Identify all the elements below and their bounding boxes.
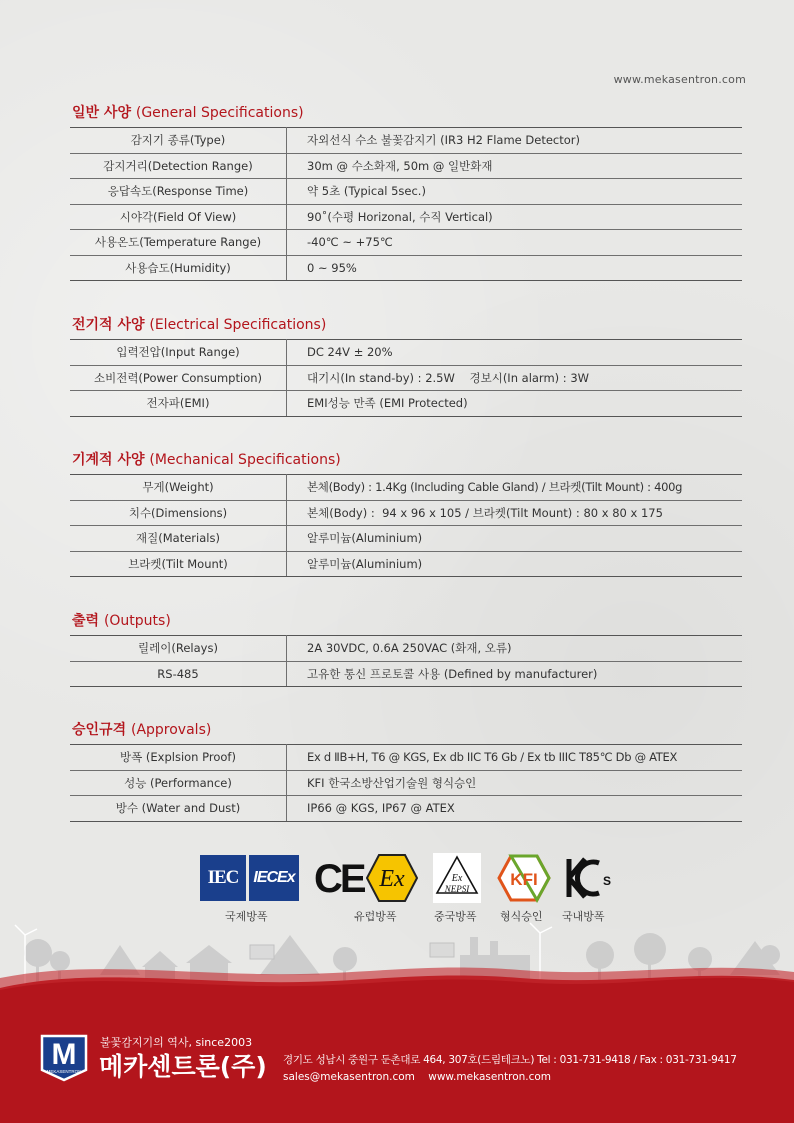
spec-table	[70, 474, 742, 577]
label-type-approval: 형식승인	[500, 910, 543, 923]
spec-table	[70, 744, 742, 822]
spec-value: IP66 @ KGS, IP67 @ ATEX	[287, 796, 743, 822]
spec-value: KFI 한국소방산업기술원 형식승인	[287, 770, 743, 796]
ce-mark-logo: CE	[314, 857, 364, 901]
table-row	[70, 770, 742, 796]
spec-key: 성능 (Performance)	[70, 770, 287, 796]
kfi-logo	[497, 853, 551, 903]
table-row	[70, 230, 742, 256]
spec-key: 사용온도(Temperature Range)	[70, 230, 287, 256]
spec-value: 0 ~ 95%	[287, 255, 743, 281]
section-title	[72, 612, 742, 630]
section-title-ko: 출력	[72, 613, 100, 629]
spec-key: 시야각(Field Of View)	[70, 204, 287, 230]
spec-value: 알루미늄(Aluminium)	[287, 526, 743, 552]
kcs-logo	[563, 855, 613, 901]
table-row	[70, 340, 742, 366]
atex-ex-logo	[366, 853, 418, 903]
label-domestic: 국내방폭	[562, 910, 605, 923]
atex-ex-text: Ex	[379, 866, 405, 892]
label-europe: 유럽방폭	[354, 910, 397, 923]
section-title	[72, 104, 742, 122]
footer-slogan: 불꽃감지기의 역사, since2003	[100, 1036, 253, 1049]
label-china: 중국방폭	[434, 910, 477, 923]
approvals-section	[70, 721, 742, 822]
electrical-specifications-section	[70, 316, 742, 417]
table-row	[70, 745, 742, 771]
header-website: www.mekasentron.com	[613, 73, 746, 86]
spec-key: 감지기 종류(Type)	[70, 128, 287, 154]
iec-logo: IEC	[200, 855, 246, 901]
section-title-en: (Outputs)	[103, 613, 171, 629]
table-row	[70, 255, 742, 281]
logo-caption: MEKASENTRON	[46, 1069, 82, 1074]
spec-value: DC 24V ± 20%	[287, 340, 743, 366]
footer-website[interactable]: www.mekasentron.com	[428, 1071, 552, 1083]
section-title-en: (Electrical Specifications)	[149, 317, 327, 333]
spec-key: 무게(Weight)	[70, 475, 287, 501]
spec-table	[70, 339, 742, 417]
spec-key: RS-485	[70, 661, 287, 687]
spec-value: 자외선식 수소 불꽃감지기 (IR3 H2 Flame Detector)	[287, 128, 743, 154]
table-row	[70, 636, 742, 662]
spec-value: 알루미늄(Aluminium)	[287, 551, 743, 577]
section-title	[72, 451, 742, 469]
outputs-section	[70, 612, 742, 687]
kfi-text: KFI	[510, 870, 538, 889]
mekasentron-logo	[38, 1030, 90, 1082]
logo-letter: M	[51, 1038, 77, 1071]
table-row	[70, 661, 742, 687]
table-row	[70, 475, 742, 501]
footer-email[interactable]: sales@mekasentron.com	[283, 1071, 415, 1083]
spec-key: 재질(Materials)	[70, 526, 287, 552]
section-title-en: (Mechanical Specifications)	[149, 452, 341, 468]
label-international: 국제방폭	[225, 910, 268, 923]
nepsi-line1: Ex	[451, 873, 463, 884]
spec-value: 고유한 통신 프로토콜 사용 (Defined by manufacturer)	[287, 661, 743, 687]
spec-value: 본체(Body) : 94 x 96 x 105 / 브라켓(Tilt Mount) : 80 x 80 x 175	[287, 500, 743, 526]
section-title-ko: 일반 사양	[72, 105, 131, 121]
spec-key: 방폭 (Explsion Proof)	[70, 745, 287, 771]
spec-key: 감지거리(Detection Range)	[70, 153, 287, 179]
footer-address: 경기도 성남시 중원구 둔촌대로 464, 307호(드림테크노) Tel : 031-731-9418 / Fax : 031-731-9417	[283, 1054, 737, 1066]
section-title-ko: 기계적 사양	[72, 452, 145, 468]
table-row	[70, 551, 742, 577]
spec-value: 30m @ 수소화재, 50m @ 일반화재	[287, 153, 743, 179]
table-row	[70, 391, 742, 417]
table-row	[70, 365, 742, 391]
section-title-ko: 전기적 사양	[72, 317, 145, 333]
table-row	[70, 500, 742, 526]
spec-table	[70, 127, 742, 281]
spec-value: -40℃ ~ +75℃	[287, 230, 743, 256]
spec-key: 전자파(EMI)	[70, 391, 287, 417]
spec-key: 방수 (Water and Dust)	[70, 796, 287, 822]
table-row	[70, 179, 742, 205]
nepsi-logo	[433, 853, 481, 903]
spec-table	[70, 635, 742, 687]
nepsi-line2: NEPSI	[444, 884, 470, 894]
table-row	[70, 526, 742, 552]
footer-contact	[283, 1071, 561, 1083]
spec-value: Ex d ⅡB+H, T6 @ KGS, Ex db IIC T6 Gb / Ex tb IIIC T85℃ Db @ ATEX	[287, 745, 743, 771]
spec-key: 입력전압(Input Range)	[70, 340, 287, 366]
mechanical-specifications-section	[70, 451, 742, 577]
spec-key: 응답속도(Response Time)	[70, 179, 287, 205]
iecex-logo: IECEx	[249, 855, 299, 901]
spec-key: 치수(Dimensions)	[70, 500, 287, 526]
table-row	[70, 796, 742, 822]
spec-key: 사용습도(Humidity)	[70, 255, 287, 281]
general-specifications-section	[70, 104, 742, 281]
spec-key: 브라켓(Tilt Mount)	[70, 551, 287, 577]
section-title-ko: 승인규격	[72, 722, 127, 738]
spec-key: 소비전력(Power Consumption)	[70, 365, 287, 391]
section-title	[72, 316, 742, 334]
table-row	[70, 128, 742, 154]
spec-value: 90˚(수평 Horizonal, 수직 Vertical)	[287, 204, 743, 230]
footer-company-name: 메카센트론(주)	[99, 1052, 267, 1081]
table-row	[70, 204, 742, 230]
spec-value: 대기시(In stand-by) : 2.5W 경보시(In alarm) : 3W	[287, 365, 743, 391]
spec-value: 본체(Body) : 1.4Kg (Including Cable Gland) / 브라켓(Tilt Mount) : 400g	[287, 475, 743, 501]
section-title-en: (General Specifications)	[135, 105, 304, 121]
kcs-text: S	[602, 874, 612, 888]
spec-value: EMI성능 만족 (EMI Protected)	[287, 391, 743, 417]
spec-key: 릴레이(Relays)	[70, 636, 287, 662]
spec-value: 2A 30VDC, 0.6A 250VAC (화재, 오류)	[287, 636, 743, 662]
section-title	[72, 721, 742, 739]
spec-value: 약 5초 (Typical 5sec.)	[287, 179, 743, 205]
section-title-en: (Approvals)	[130, 722, 212, 738]
table-row	[70, 153, 742, 179]
